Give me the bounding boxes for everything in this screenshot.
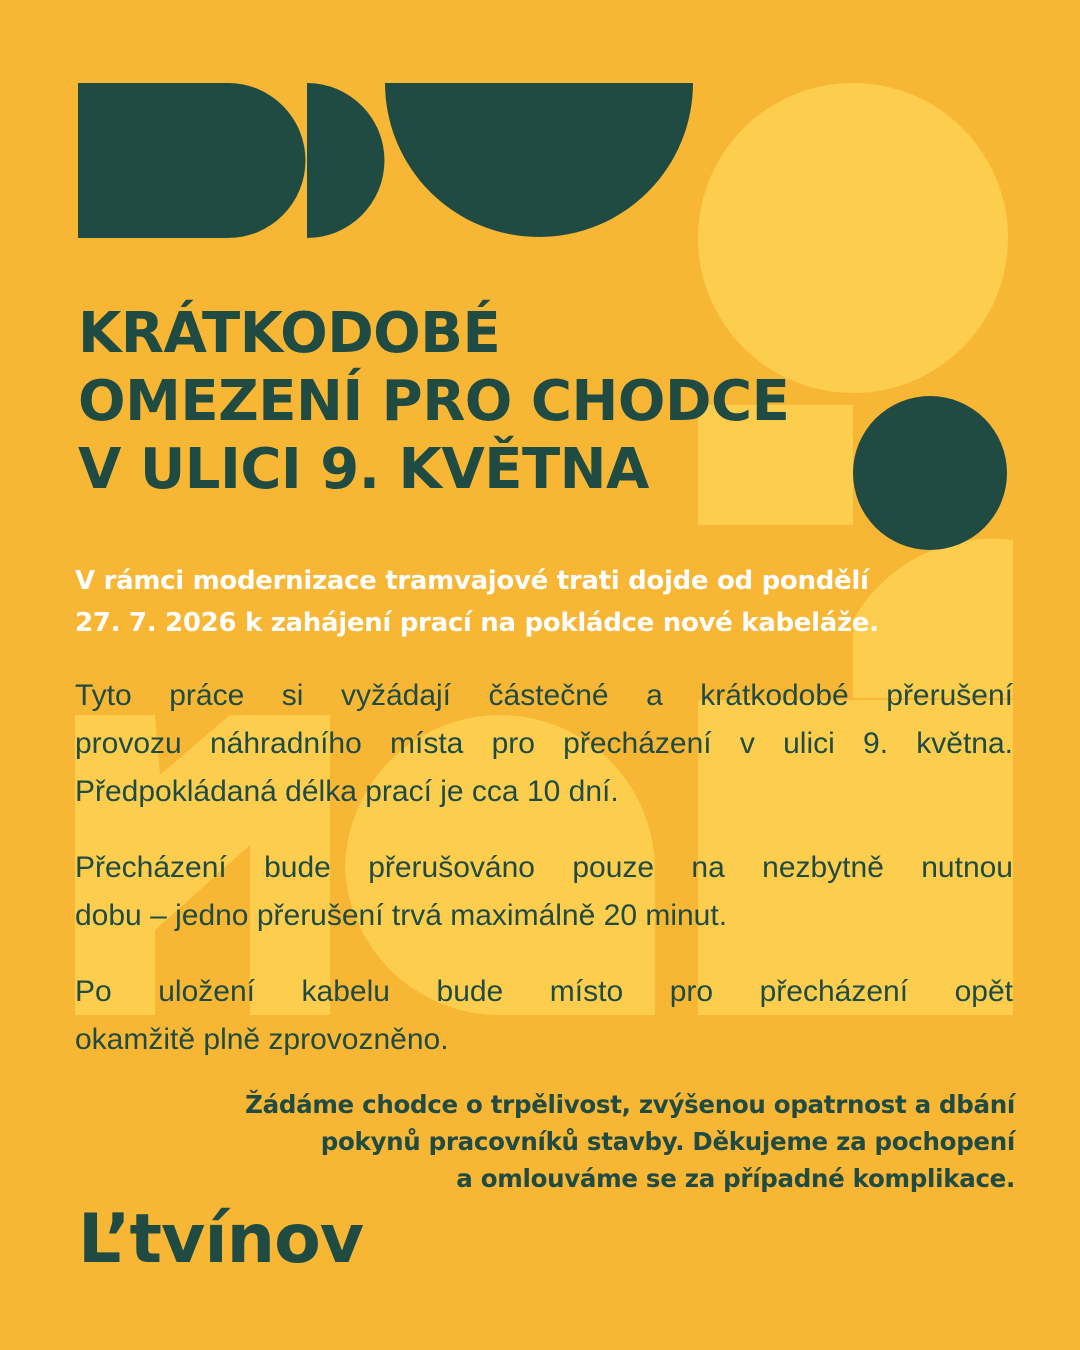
paragraph-line: Tyto práce si vyžádají částečné a krátkodobé přerušení: [75, 679, 1013, 712]
decor-dark-half-round-left: [78, 83, 305, 238]
title-line: OMEZENÍ PRO CHODCE: [78, 369, 790, 434]
closing-line: pokynů pracovníků stavby. Děkujeme za pochopení: [320, 1127, 1015, 1156]
closing-note: [55, 1086, 1015, 1197]
body-paragraph-2: [75, 844, 1013, 940]
closing-line: a omlouváme se za případné komplikace.: [456, 1164, 1015, 1193]
title-line: KRÁTKODOBÉ: [78, 301, 501, 366]
paragraph-line: okamžitě plně zprovozněno.: [75, 1023, 449, 1056]
paragraph-line: dobu – jedno přerušení trvá maximálně 20 minut.: [75, 899, 728, 932]
litvinov-logo: L’tvínov: [78, 1200, 364, 1279]
body-paragraph-3: [75, 968, 1013, 1064]
title-line: V ULICI 9. KVĚTNA: [78, 437, 649, 502]
lead-paragraph: [75, 560, 1025, 644]
decor-dark-half-disc-top: [385, 83, 693, 237]
lead-line: 27. 7. 2026 k zahájení prací na pokládce nové kabeláže.: [75, 608, 879, 638]
body-paragraph-1: [75, 672, 1013, 816]
paragraph-line: Přecházení bude přerušováno pouze na nezbytně nutnou: [75, 851, 1013, 884]
closing-line: Žádáme chodce o trpělivost, zvýšenou opatrnost a dbání: [245, 1090, 1015, 1119]
paragraph-line: Předpokládaná délka prací je cca 10 dní.: [75, 775, 619, 808]
lead-line: V rámci modernizace tramvajové trati dojde od pondělí: [75, 566, 869, 596]
decor-dark-half-disc-small: [307, 83, 384, 238]
paragraph-line: provozu náhradního místa pro přecházení v ulici 9. května.: [75, 727, 1013, 760]
paragraph-line: Po uložení kabelu bude místo pro přecházení opět: [75, 975, 1013, 1008]
page-title: [78, 300, 878, 504]
